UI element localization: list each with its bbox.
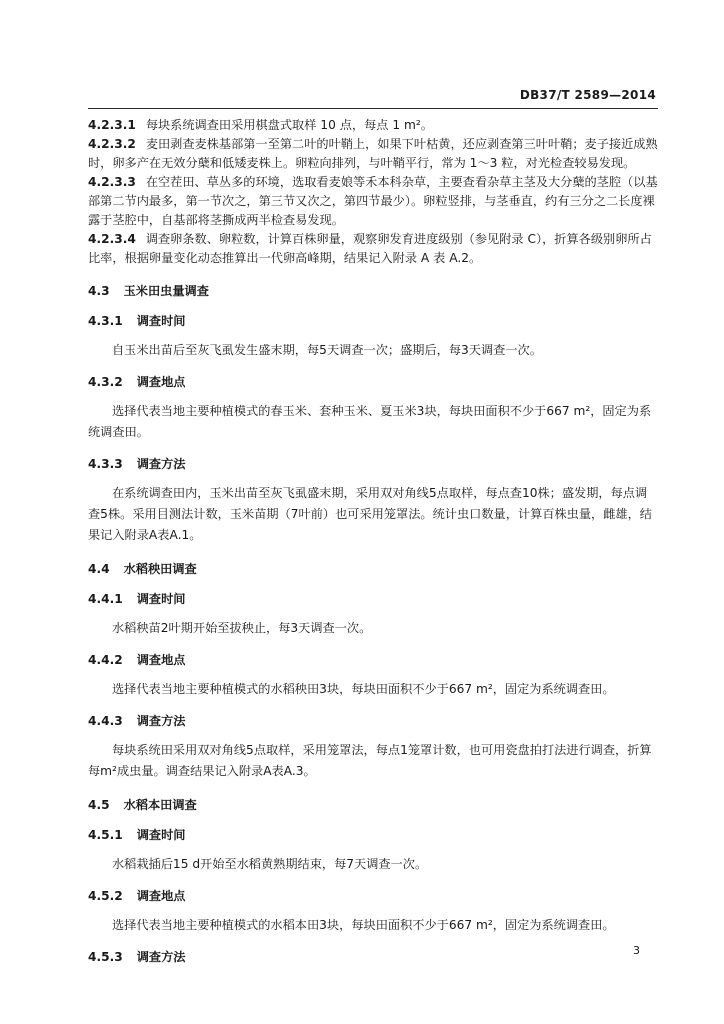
section-title: 水稻本田调查: [123, 798, 197, 812]
subsection-title: 调查时间: [136, 314, 186, 328]
subsection-number: 4.5.2: [88, 889, 123, 903]
subsection-title: 调查时间: [136, 828, 186, 842]
subsection-heading-4-3-3: [88, 455, 658, 473]
paragraph-4-2-3-2: [88, 135, 658, 173]
subsection-title: 调查地点: [136, 375, 186, 389]
section-number: 4.3: [88, 284, 110, 298]
paragraph-text: 每块系统调查田采用棋盘式取样 10 点，每点 1 m²。: [145, 118, 433, 132]
subsection-number: 4.5.1: [88, 828, 123, 842]
section-title: 水稻秧田调查: [123, 562, 197, 576]
subsection-title: 调查方法: [136, 950, 186, 964]
paragraph-4-2-3-3: [88, 173, 658, 230]
subsection-number: 4.3.3: [88, 457, 123, 471]
body-paragraph: 在系统调查田内，玉米出苗至灰飞虱盛末期，采用双对角线5点取样，每点查10株；盛发期，每点调查5株。采用目测法计数，玉米苗期（7叶前）也可采用笼罩法。统计虫口数量，计算百株虫量，雌雄，结果记入附录A表A.1。: [88, 486, 652, 542]
section-heading-4-3: [88, 282, 658, 300]
subsection-title: 调查时间: [136, 592, 186, 606]
subsection-number: 4.3.1: [88, 314, 123, 328]
paragraph-text: 在空茬田、草丛多的环境，选取看麦娘等禾本科杂草，主要查看杂草主茎及大分蘖的茎腔（以基部第二节内最多，第一节次之，第三节又次之，第四节最少）。卵粒竖排，与茎垂直，约有三分之二长度裸露于茎腔中，自基部将茎撕成两半检查易发现。: [88, 175, 658, 227]
header-divider: [88, 108, 658, 109]
document-code: DB37/T 2589—2014: [519, 88, 656, 102]
clause-number: 4.2.3.3: [88, 175, 136, 189]
subsection-number: 4.4.2: [88, 653, 123, 667]
subsection-number: 4.4.1: [88, 592, 123, 606]
clause-number: 4.2.3.1: [88, 118, 136, 132]
body-paragraph: 每块系统田采用双对角线5点取样，采用笼罩法，每点1笼罩计数，也可用瓷盘拍打法进行调查，折算每m²成虫量。调查结果记入附录A表A.3。: [88, 743, 652, 778]
body-paragraph: 自玉米出苗后至灰飞虱发生盛末期，每5天调查一次；盛期后，每3天调查一次。: [112, 343, 542, 357]
section-heading-4-4: [88, 560, 658, 578]
subsection-heading-4-4-2: [88, 651, 658, 669]
subsection-title: 调查地点: [136, 889, 186, 903]
subsection-number: 4.5.3: [88, 950, 123, 964]
section-number: 4.5: [88, 798, 110, 812]
paragraph-text: 麦田剥查麦株基部第一至第二叶的叶鞘上，如果下叶枯黄，还应剥查第三叶叶鞘；麦子接近成熟时，卵多产在无效分蘖和低矮麦株上。卵粒向排列，与叶鞘平行，常为 1～3 粒，对光检查较易发现。: [88, 137, 658, 170]
subsection-heading-4-5-1: [88, 826, 658, 844]
section-heading-4-5: [88, 796, 658, 814]
clause-number: 4.2.3.2: [88, 137, 136, 151]
body-paragraph: 水稻栽插后15 d开始至水稻黄熟期结束，每7天调查一次。: [112, 857, 428, 871]
document-body: [88, 112, 658, 966]
subsection-title: 调查地点: [136, 653, 186, 667]
section-title: 玉米田虫量调查: [123, 284, 209, 298]
body-paragraph: 选择代表当地主要种植模式的春玉米、套种玉米、夏玉米3块，每块田面积不少于667 m²，固定为系统调查田。: [88, 404, 652, 439]
body-paragraph: 选择代表当地主要种植模式的水稻本田3块，每块田面积不少于667 m²，固定为系统调查田。: [112, 918, 615, 932]
subsection-number: 4.4.3: [88, 714, 123, 728]
paragraph-4-2-3-4: [88, 230, 658, 268]
subsection-heading-4-3-2: [88, 373, 658, 391]
clause-number: 4.2.3.4: [88, 232, 136, 246]
subsection-title: 调查方法: [136, 714, 186, 728]
subsection-title: 调查方法: [136, 457, 186, 471]
subsection-heading-4-3-1: [88, 312, 658, 330]
section-number: 4.4: [88, 562, 110, 576]
subsection-heading-4-4-3: [88, 712, 658, 730]
paragraph-text: 调查卵条数、卵粒数，计算百株卵量，观察卵发育进度级别（参见附录 C），折算各级别卵所占比率，根据卵量变化动态推算出一代卵高峰期，结果记入附录 A 表 A.2。: [88, 232, 652, 265]
subsection-heading-4-5-2: [88, 887, 658, 905]
body-paragraph: 水稻秧苗2叶期开始至拔秧止，每3天调查一次。: [112, 621, 372, 635]
paragraph-4-2-3-1: [88, 116, 658, 135]
subsection-number: 4.3.2: [88, 375, 123, 389]
body-paragraph: 选择代表当地主要种植模式的水稻秧田3块，每块田面积不少于667 m²，固定为系统调查田。: [112, 682, 615, 696]
subsection-heading-4-4-1: [88, 590, 658, 608]
page-number: 3: [633, 944, 640, 957]
subsection-heading-4-5-3: [88, 948, 658, 966]
